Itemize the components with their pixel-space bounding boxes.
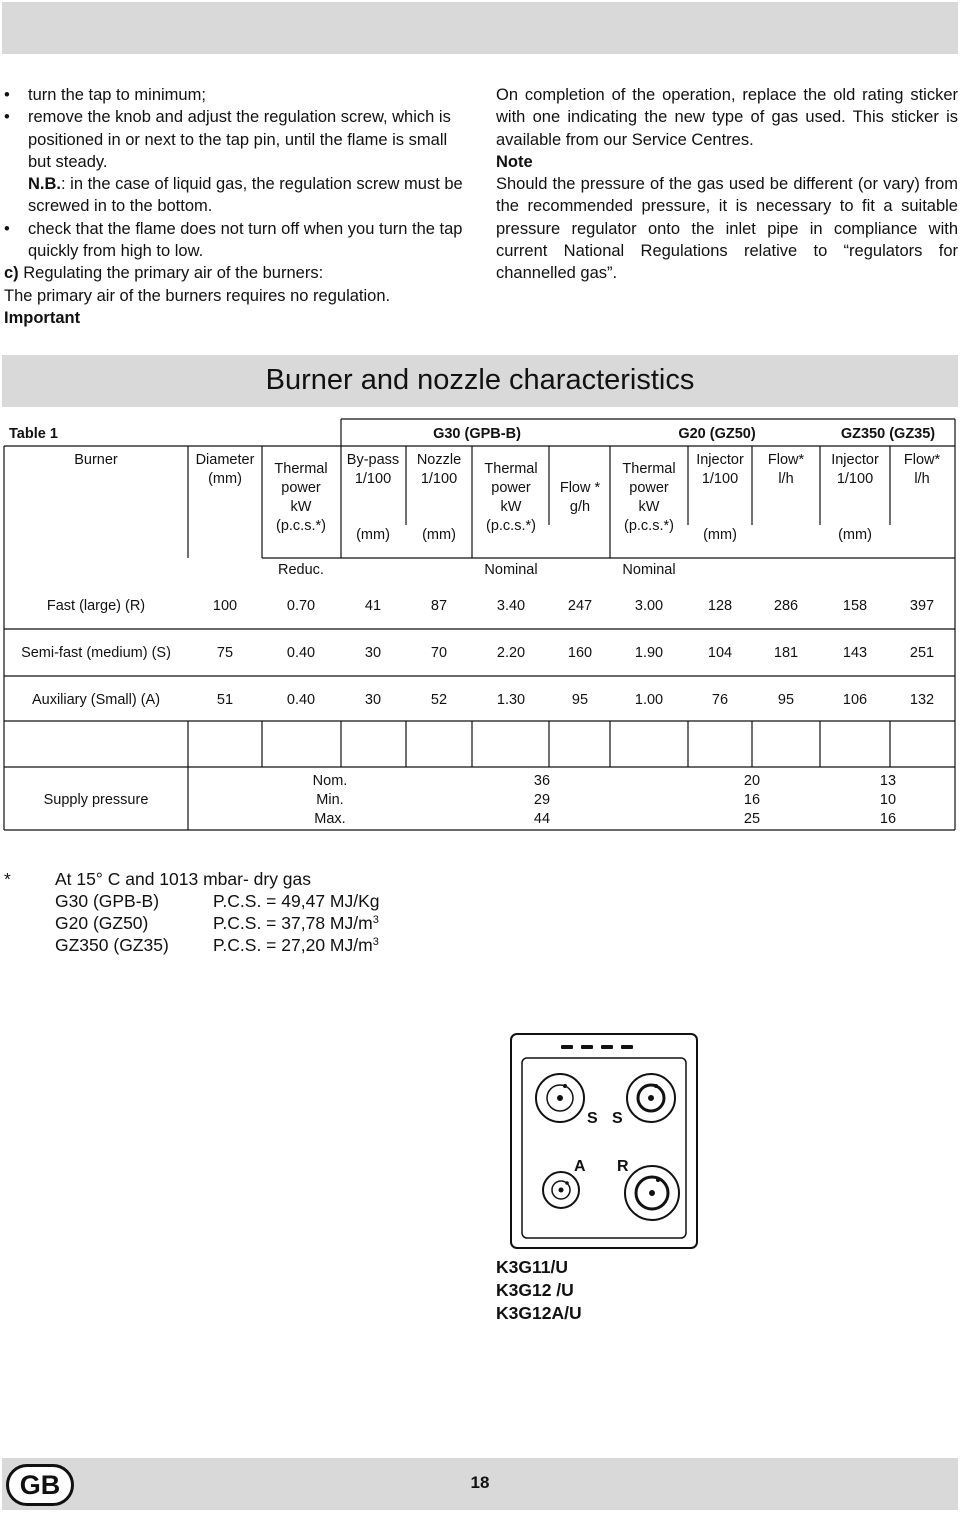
header-nozzle-scale: 1/100: [420, 471, 458, 487]
table-cell: 143: [842, 645, 868, 661]
rating-sticker-paragraph: On completion of the operation, replace the old rating sticker with one indicating the new type of gas used. This sticker is available from our Service Centres.: [496, 86, 958, 149]
table-cell: 1.90: [634, 645, 664, 661]
hob-label-a: A: [574, 1158, 586, 1175]
section-title: Burner and nozzle characteristics: [265, 364, 695, 396]
header-flow-lh-gz350-unit: l/h: [914, 471, 930, 487]
table-cell: 3.40: [496, 598, 526, 614]
header-thermal-g20-kw: kW: [638, 499, 660, 515]
supply-g20-min: 16: [743, 792, 761, 808]
control-knob: [601, 1045, 613, 1049]
model-list: [496, 1256, 582, 1325]
header-thermal-g20-power: power: [629, 480, 669, 496]
subheader-reduc: Reduc.: [278, 562, 324, 578]
subheader-nominal-g20: Nominal: [622, 562, 676, 578]
table-cell: 158: [842, 598, 868, 614]
subheader-nominal-g30: Nominal: [484, 562, 538, 578]
group-gz350: GZ350 (GZ35): [840, 426, 936, 442]
header-thermal-g30-power: power: [491, 480, 531, 496]
table-grid: [4, 419, 955, 830]
burner-name: Auxiliary (Small) (A): [31, 692, 161, 708]
header-thermal-reduc-power: power: [281, 480, 321, 496]
burner-name: Fast (large) (R): [46, 598, 146, 614]
pressure-note-paragraph: Should the pressure of the gas used be different (or vary) from the recommended pressure, it is necessary to fit a suitable pressure regulator onto the inlet pipe in compliance with current National Regulations relative to “regulators for channelled gas”.: [496, 175, 958, 283]
table-cell: 30: [364, 645, 382, 661]
header-flow-gh: Flow *: [559, 480, 601, 496]
header-diameter-unit: (mm): [208, 471, 242, 487]
supply-g20-nom: 20: [743, 773, 761, 789]
burner-rear-left: [536, 1074, 584, 1122]
supply-g30-min: 29: [533, 792, 551, 808]
header-injector-g20-scale: 1/100: [701, 471, 739, 487]
header-injector-gz350: Injector: [831, 452, 879, 468]
supply-gz350-nom: 13: [879, 773, 897, 789]
header-injector-gz350-unit: (mm): [838, 527, 872, 543]
header-bypass: By-pass: [346, 452, 400, 468]
table-cell: 132: [909, 692, 935, 708]
header-flow-lh-gz350: Flow*: [903, 452, 941, 468]
table-cell: 247: [567, 598, 593, 614]
group-g20: G20 (GZ50): [678, 426, 756, 442]
header-band: [2, 2, 958, 54]
burner-name: Semi-fast (medium) (S): [21, 645, 171, 661]
table-cell: 0.40: [286, 645, 316, 661]
bullet-regulation-screw: • remove the knob and adjust the regulation screw, which is positioned in or next to the tap pin, until the flame is small but steady.: [4, 106, 466, 173]
notes-g20: G20 (GZ50) P.C.S. = 37,78 $MJ/m^3$: [55, 913, 379, 933]
header-thermal-g20: Thermal: [622, 461, 676, 477]
bullet-flame-check: • check that the flame does not turn off when you turn the tap quickly from high to low.: [4, 218, 466, 263]
header-thermal-reduc-pcs: (p.c.s.*): [276, 518, 326, 534]
header-bypass-unit: (mm): [356, 527, 390, 543]
table-cell: 1.30: [496, 692, 526, 708]
control-knob: [581, 1045, 593, 1049]
header-diameter: Diameter: [195, 452, 255, 468]
primary-air-text: The primary air of the burners requires no regulation.: [4, 286, 391, 305]
notes-conditions: At 15° C and 1013 mbar- dry gas: [55, 869, 312, 889]
table-cell: 30: [364, 692, 382, 708]
page-number: 18: [470, 1473, 490, 1492]
language-badge: GB: [6, 1464, 74, 1506]
table-cell: 52: [430, 692, 448, 708]
table-cell: 397: [909, 598, 935, 614]
supply-g20-max: 25: [743, 811, 761, 827]
model-k3g11u: K3G11/U: [496, 1257, 568, 1277]
supply-level-max: Max.: [314, 811, 346, 827]
table-cell: 51: [216, 692, 234, 708]
table-rows: [21, 598, 934, 708]
supply-level-nom: Nom.: [312, 773, 348, 789]
supply-g30-max: 44: [533, 811, 551, 827]
table-cell: 95: [777, 692, 795, 708]
header-injector-g20-unit: (mm): [703, 527, 737, 543]
control-knob: [561, 1045, 573, 1049]
table-cell: 286: [773, 598, 799, 614]
table-cell: 104: [707, 645, 733, 661]
table-label: Table 1: [9, 426, 58, 442]
header-thermal-g20-pcs: (p.c.s.*): [624, 518, 674, 534]
header-burner: Burner: [74, 452, 118, 468]
table-cell: 2.20: [496, 645, 526, 661]
table-cell: 181: [773, 645, 799, 661]
supply-gz350-max: 16: [879, 811, 897, 827]
table-cell: 1.00: [634, 692, 664, 708]
table-cell: 160: [567, 645, 593, 661]
control-knob: [621, 1045, 633, 1049]
header-injector-gz350-scale: 1/100: [836, 471, 874, 487]
header-thermal-reduc: Thermal: [274, 461, 328, 477]
supply-g30-nom: 36: [533, 773, 551, 789]
hob-outline: [511, 1034, 697, 1248]
table-cell: 100: [212, 598, 238, 614]
supply-level-min: Min.: [316, 792, 344, 808]
table-cell: 251: [909, 645, 935, 661]
header-bypass-scale: 1/100: [354, 471, 392, 487]
table-cell: 128: [707, 598, 733, 614]
table-cell: 0.40: [286, 692, 316, 708]
table-cell: 41: [364, 598, 382, 614]
supply-pressure-row: [44, 773, 896, 827]
model-k3g12au: K3G12A/U: [496, 1303, 582, 1323]
table-cell: 76: [711, 692, 729, 708]
table-cell: 87: [430, 598, 448, 614]
table-cell: 0.70: [286, 598, 316, 614]
supply-pressure-label: Supply pressure: [43, 792, 149, 808]
header-injector-g20: Injector: [696, 452, 744, 468]
table-cell: 106: [842, 692, 868, 708]
header-flow-lh-g20-unit: l/h: [778, 471, 794, 487]
notes-gz350: GZ350 (GZ35) P.C.S. = 27,20 $MJ/m^3$: [55, 935, 379, 955]
header-thermal-g30-pcs: (p.c.s.*): [486, 518, 536, 534]
header-thermal-reduc-kw: kW: [290, 499, 312, 515]
header-thermal-g30-kw: kW: [500, 499, 522, 515]
table-cell: 3.00: [634, 598, 664, 614]
header-nozzle-unit: (mm): [422, 527, 456, 543]
burner-front-left: [543, 1172, 579, 1208]
hob-label-r: R: [617, 1158, 629, 1175]
hob-label-s-left: S: [587, 1110, 598, 1127]
left-column: [4, 84, 466, 329]
burner-front-right: [625, 1166, 679, 1220]
notes-asterisk: *: [4, 869, 11, 889]
hob-label-s-right: S: [612, 1110, 623, 1127]
header-nozzle: Nozzle: [416, 452, 462, 468]
table-cell: 95: [571, 692, 589, 708]
header-flow-lh-g20: Flow*: [767, 452, 805, 468]
burner-rear-right: [627, 1074, 675, 1122]
header-thermal-g30: Thermal: [484, 461, 538, 477]
notes-g30: G30 (GPB-B) P.C.S. = 49,47 MJ/Kg: [55, 891, 380, 911]
model-k3g12u: K3G12 /U: [496, 1280, 574, 1300]
supply-gz350-min: 10: [879, 792, 897, 808]
table-header: [74, 452, 940, 578]
bullet-tap-minimum: • turn the tap to minimum;: [4, 84, 466, 106]
primary-air-heading: c) Regulating the primary air of the burners:: [4, 264, 324, 283]
group-g30: G30 (GPB-B): [433, 426, 521, 442]
nb-paragraph: N.B.: in the case of liquid gas, the regulation screw must be screwed in to the bottom.: [28, 175, 463, 216]
hob-diagram: [505, 1030, 705, 1252]
burner-nozzle-table: [0, 415, 960, 835]
important-heading: Important: [4, 308, 81, 327]
note-heading: Note: [496, 152, 533, 171]
table-cell: 75: [216, 645, 234, 661]
table-cell: 70: [430, 645, 448, 661]
header-flow-gh-unit: g/h: [569, 499, 591, 515]
right-column: [496, 84, 958, 285]
